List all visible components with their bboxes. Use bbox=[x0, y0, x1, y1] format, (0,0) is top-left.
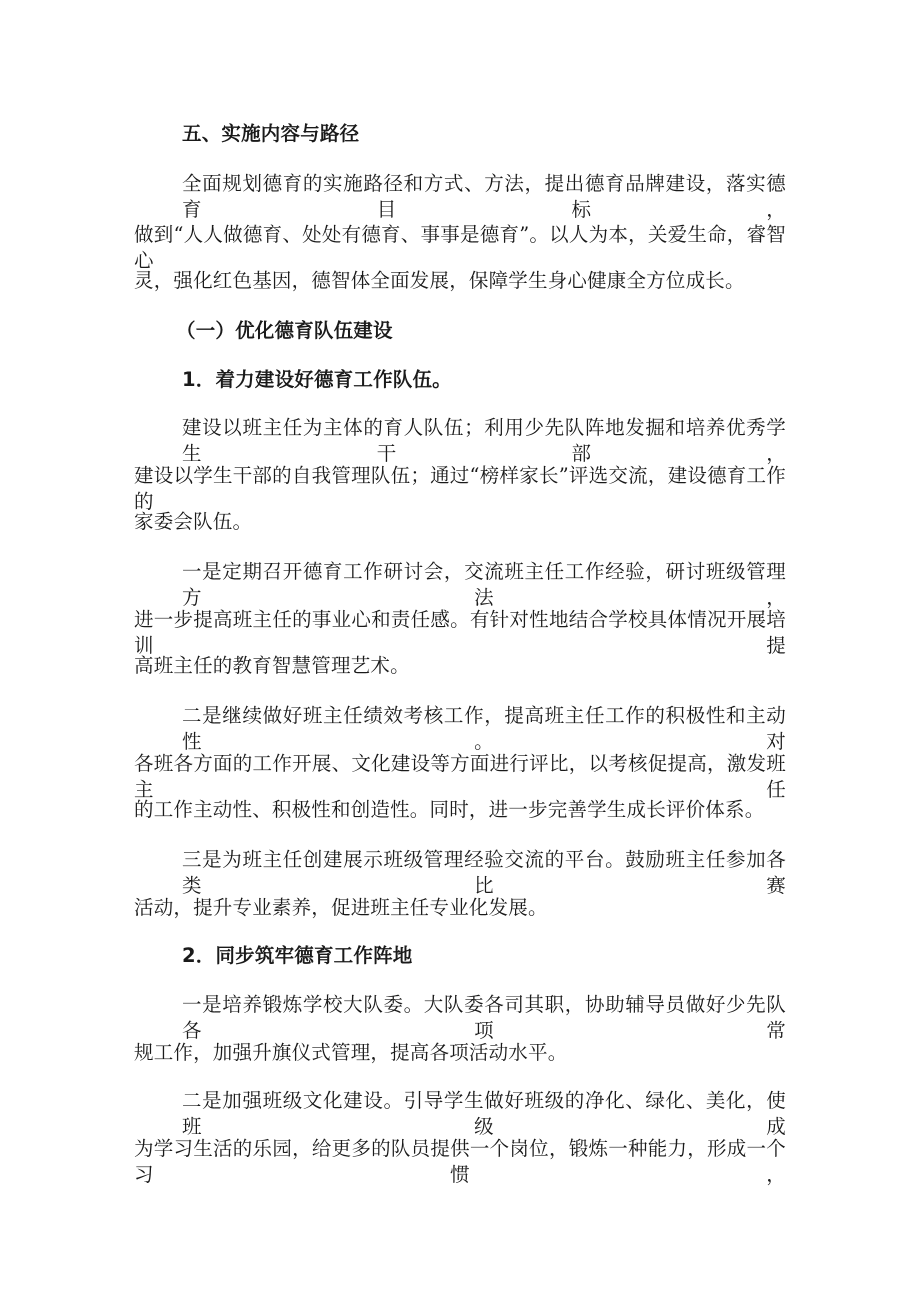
intro-line-1: 全面规划德育的实施路径和方式、方法，提出德育品牌建设，落实德育目标， bbox=[182, 172, 786, 221]
point-3-line-1: 三是为班主任创建展示班级管理经验交流的平台。鼓励班主任参加各类比赛 bbox=[182, 848, 786, 897]
item-1-line-2: 建设以学生干部的自我管理队伍；通过“榜样家长”评选交流，建设德育工作的 bbox=[134, 464, 786, 513]
point-1-line-3: 高班主任的教育智慧管理艺术。 bbox=[134, 654, 410, 677]
point-4-line-2: 规工作，加强升旗仪式管理，提高各项活动水平。 bbox=[134, 1041, 568, 1064]
intro-line-3: 灵，强化红色基因，德智体全面发展，保障学生身心健康全方位成长。 bbox=[134, 269, 745, 292]
point-4-line-1: 一是培养锻炼学校大队委。大队委各司其职，协助辅导员做好少先队各项常 bbox=[182, 993, 786, 1042]
item-1-heading: 1．着力建设好德育工作队伍。 bbox=[182, 368, 452, 391]
item-1-line-1: 建设以班主任为主体的育人队伍；利用少先队阵地发掘和培养优秀学生干部， bbox=[182, 416, 786, 465]
section-heading: 五、实施内容与路径 bbox=[182, 122, 360, 145]
point-2-line-3: 的工作主动性、积极性和创造性。同时，进一步完善学生成长评价体系。 bbox=[134, 798, 765, 821]
point-1-line-2: 进一步提高班主任的事业心和责任感。有针对性地结合学校具体情况开展培训提 bbox=[134, 608, 786, 657]
point-2-line-1: 二是继续做好班主任绩效考核工作，提高班主任工作的积极性和主动性。对 bbox=[182, 704, 786, 753]
item-1-line-3: 家委会队伍。 bbox=[134, 510, 253, 533]
intro-line-2: 做到“人人做德育、处处有德育、事事是德育”。以人为本，关爱生命，睿智心 bbox=[134, 223, 786, 272]
point-3-line-2: 活动，提升专业素养，促进班主任专业化发展。 bbox=[134, 896, 548, 919]
point-1-line-1: 一是定期召开德育工作研讨会，交流班主任工作经验，研讨班级管理方法， bbox=[182, 560, 786, 609]
point-5-line-1: 二是加强班级文化建设。引导学生做好班级的净化、绿化、美化，使班级成 bbox=[182, 1089, 786, 1138]
point-5-line-2: 为学习生活的乐园，给更多的队员提供一个岗位，锻炼一种能力，形成一个习惯， bbox=[134, 1137, 786, 1186]
subsection-heading-1: （一）优化德育队伍建设 bbox=[176, 319, 393, 342]
point-2-line-2: 各班各方面的工作开展、文化建设等方面进行评比，以考核促提高，激发班主任 bbox=[134, 752, 786, 801]
item-2-heading: 2．同步筑牢德育工作阵地 bbox=[182, 944, 413, 967]
